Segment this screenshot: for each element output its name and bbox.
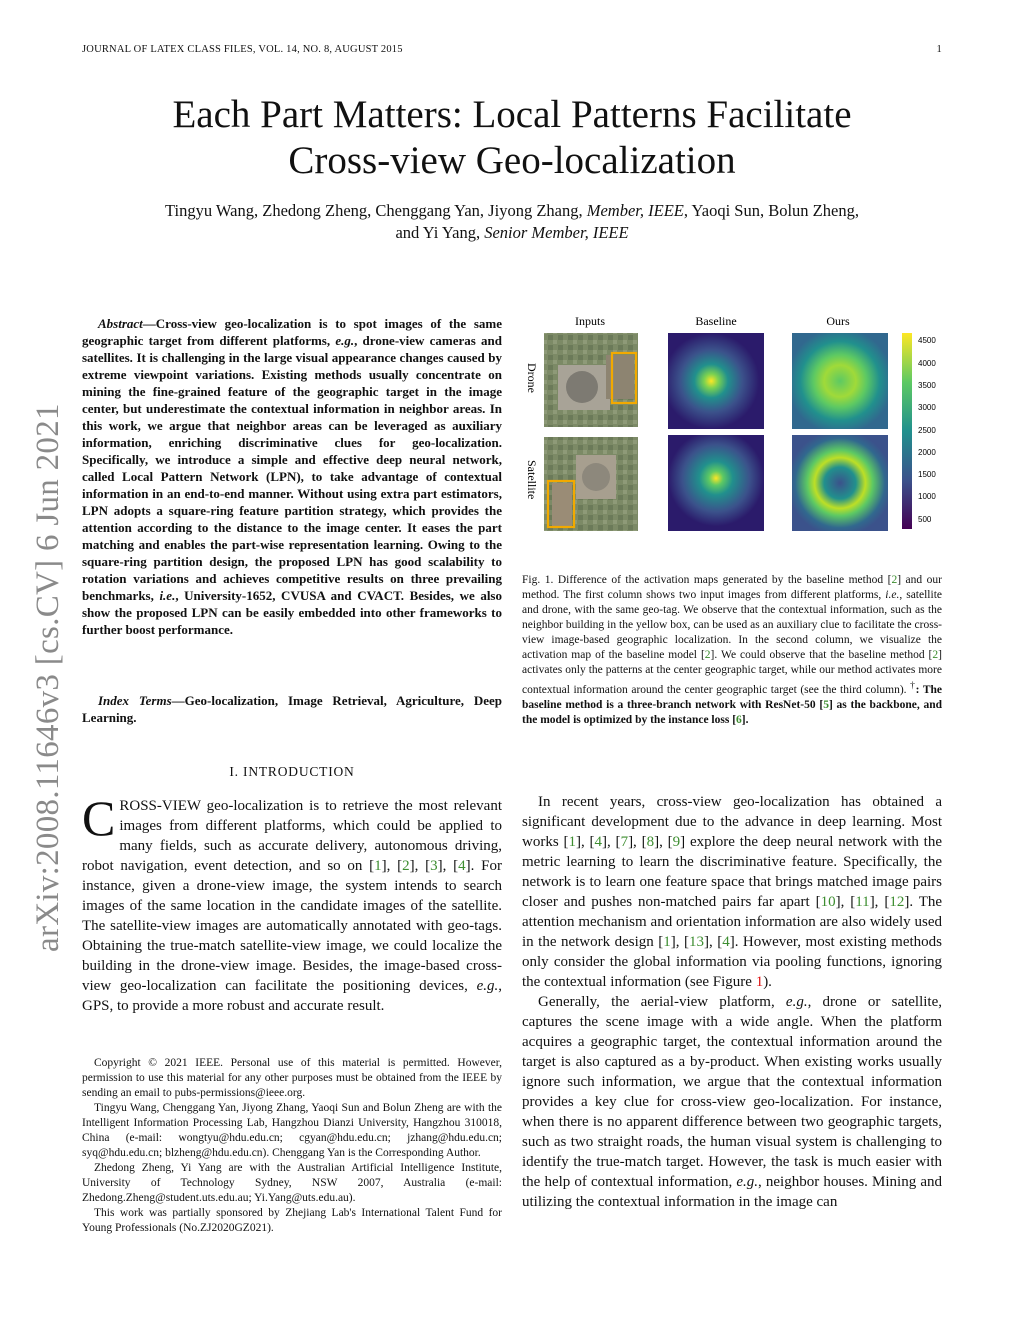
citation-link[interactable]: 1 — [374, 858, 382, 874]
author-list — [90, 200, 934, 244]
figure-row-satellite: Satellite — [525, 460, 539, 500]
figure-row-drone: Drone — [525, 363, 539, 393]
body-text: ] explore the deep neural network with the metric learning to learn the discriminative feature. Specifically, the network is to learn one feature space that brings matched image pairs closer and pushes non-matched pairs far apart [ — [522, 834, 942, 910]
citation-link[interactable]: 1 — [663, 934, 671, 950]
baseline-satellite-heatmap — [668, 435, 764, 531]
citation-link[interactable]: 2 — [704, 649, 711, 661]
abstract-text-2: , drone-view cameras and satellites. It is challenging in the large visual appearance changes caused by extreme viewpoint variations. Existing methods usually concentrate on mining the fine-grained feature of the geographic target in the image center, but underestimate the contextual information in neighbor areas. In this work, we argue that neighbor areas can be leveraged as auxiliary information, enriching discriminative clues for geo-localization. Specifically, we introduce a simple and effective deep neural network, called Local Pattern Network (LPN), to take advantage of contextual information in an end-to-end manner. Without using extra part estimators, LPN adopts a square-ring feature partition strategy, which provides the attention according to the distance to the image center. It eases the part matching and enables the part-wise representation learning. Owing to the square-ring partition design, the proposed LPN has good scalability to rotation variations and achieves competitive results on three prevailing benchmarks, — [82, 333, 502, 603]
caption-text: Fig. 1. Difference of the activation maps generated by the baseline method [ — [522, 574, 892, 586]
caption-bold: ] as the backbone, and the model is optimized by the instance loss [ — [522, 698, 942, 726]
right-column-body — [522, 792, 942, 1212]
body-text: ). — [763, 974, 772, 990]
ours-drone-heatmap — [792, 333, 888, 429]
paper-title — [60, 92, 964, 184]
citation-link[interactable]: 7 — [620, 834, 629, 850]
intro-sep: ], [ — [409, 858, 431, 874]
citation-link[interactable]: 1 — [568, 834, 576, 850]
intro-eg: e.g. — [476, 978, 499, 994]
title-line-2: Cross-view Geo-localization — [288, 139, 736, 182]
caption-ie: i.e. — [885, 589, 900, 601]
abstract-eg: e.g. — [335, 333, 355, 348]
citation-link[interactable]: 4 — [722, 934, 730, 950]
abstract — [82, 315, 502, 638]
section-heading: I. INTRODUCTION — [229, 764, 355, 779]
body-eg: e.g. — [736, 1174, 758, 1190]
ours-satellite-heatmap — [792, 435, 888, 531]
intro-text-3: , GPS, to provide a more robust and accurate result. — [82, 978, 502, 1014]
body-sep: ], [ — [575, 834, 595, 850]
authors-part-3: and Yi Yang, — [395, 223, 481, 242]
abstract-label: Abstract — [98, 316, 143, 331]
citation-link[interactable]: 2 — [932, 649, 939, 661]
citation-link[interactable]: 3 — [430, 858, 438, 874]
body-sep: ], [ — [628, 834, 647, 850]
abstract-text-1: —Cross-view geo-localization is to spot images of the same geographic target from different platforms, — [82, 316, 502, 348]
journal-header: JOURNAL OF LATEX CLASS FILES, VOL. 14, NO. 8, AUGUST 2015 — [82, 44, 403, 55]
figure-1 — [518, 305, 958, 550]
body-sep: ], [ — [835, 894, 856, 910]
introduction-paragraph — [82, 790, 503, 1016]
citation-link[interactable]: 8 — [646, 834, 655, 850]
intro-text-2: ]. For instance, given a drone-view image, the system intends to search images of the same location in the candidate images of the satellite. The satellite-view images are automatically annotated with geo-tags. Obtaining the true-match satellite-view image, we could localize the building in the drone-view image. Besides, the image-based cross-view geo-localization can facilitate the positioning devices, — [82, 858, 503, 994]
author-role-1: Member, IEEE — [586, 201, 684, 220]
intro-sep: ], [ — [381, 858, 403, 874]
citation-link[interactable]: 11 — [855, 894, 870, 910]
arxiv-stamp: arXiv:2008.11646v3 [cs.CV] 6 Jun 2021 — [30, 403, 66, 952]
drone-input-image — [544, 333, 638, 427]
body-text: ]. However, most existing methods only consider the global information via pooling functions, ignoring the contextual information (see Figure — [522, 934, 942, 990]
citation-link[interactable]: 4 — [594, 834, 603, 850]
baseline-drone-heatmap — [668, 333, 764, 429]
figure-caption — [522, 573, 942, 728]
body-sep: ], [ — [602, 834, 621, 850]
citation-link[interactable]: 2 — [402, 858, 410, 874]
abstract-text-3: , University-1652, CVUSA and CVACT. Besides, we also show the proposed LPN can be easily embedded into other frameworks to further boost performance. — [82, 588, 502, 637]
body-eg: e.g. — [785, 994, 808, 1010]
satellite-input-image — [544, 437, 638, 531]
citation-link[interactable]: 10 — [820, 894, 836, 910]
colorbar — [902, 333, 912, 529]
citation-link[interactable]: 5 — [823, 698, 829, 711]
body-text: , drone or satellite, captures the scene image with a wide angle. When the platform acquires a geographic target, the contextual information around the target is also captured as a by-product. When existing works usually ignore such information, we argue that the contextual information provides a key clue for cross-view geo-localization. For instance, when there is no apparent difference between two geographic targets, such as two straight roads, the human visual system is challenging to identify the true-match target. However, the task is much easier with the help of contextual information, — [522, 994, 943, 1190]
colorbar-tick: 2500 — [918, 426, 936, 435]
intro-text-1: ROSS-VIEW geo-localization is to retrieve the most relevant images from different platforms, which could be applied to many fields, such as accurate delivery, autonomous driving, robot navigation, event detection, and so on [ — [82, 798, 502, 874]
colorbar-tick: 2000 — [918, 448, 936, 457]
body-sep: ], [ — [670, 934, 689, 950]
page-number: 1 — [936, 44, 942, 55]
author-role-2: Senior Member, IEEE — [484, 223, 629, 242]
affiliation-note-2: Zhedong Zheng, Yi Yang are with the Australian Artificial Intelligence Institute, University of Technology Sydney, NSW 2007, Australia (e-mail: Zhedong.Zheng@student.uts.edu.au; Yi.Yang@uts.edu.au). — [82, 1162, 502, 1204]
figure-link[interactable]: 1 — [755, 974, 764, 990]
colorbar-ticks — [918, 336, 936, 524]
body-text: In recent years, cross-view geo-localization has obtained a significant development due to the advance in deep learning. Most works [ — [522, 794, 942, 850]
colorbar-tick: 3000 — [918, 403, 936, 412]
colorbar-tick: 3500 — [918, 381, 936, 390]
body-sep: ], [ — [654, 834, 673, 850]
colorbar-tick: 4500 — [918, 336, 936, 345]
paragraph-recent-years — [522, 792, 942, 992]
footnotes — [82, 1056, 502, 1236]
figure-col-baseline: Baseline — [695, 314, 737, 328]
index-terms-label: Index Terms — [98, 693, 172, 708]
title-line-1: Each Part Matters: Local Patterns Facilitate — [172, 93, 852, 136]
citation-link[interactable]: 2 — [891, 574, 898, 586]
colorbar-tick: 500 — [918, 515, 932, 524]
authors-part-1: Tingyu Wang, Zhedong Zheng, Chenggang Yan, Jiyong Zhang, — [165, 201, 583, 220]
drop-cap: C — [82, 790, 116, 846]
colorbar-tick: 1500 — [918, 470, 936, 479]
index-terms — [82, 692, 502, 726]
caption-text: ] and our method. The first column shows two input images from different platforms, — [522, 574, 942, 601]
dagger-mark: † — [910, 680, 916, 691]
funding-note: This work was partially sponsored by Zhejiang Lab's International Talent Fund for Young Professionals (No.ZJ2020GZ021). — [82, 1207, 502, 1234]
body-text: Generally, the aerial-view platform, — [538, 994, 786, 1010]
colorbar-tick: 4000 — [918, 359, 936, 368]
citation-link[interactable]: 12 — [889, 894, 905, 910]
citation-link[interactable]: 4 — [458, 858, 466, 874]
colorbar-tick: 1000 — [918, 492, 936, 501]
intro-sep: ], [ — [437, 858, 459, 874]
abstract-ie: i.e. — [159, 588, 176, 603]
copyright-note: Copyright © 2021 IEEE. Personal use of this material is permitted. However, permission to use this material for any other purposes must be obtained from the IEEE by sending an email to pubs-permissions@ieee.org. — [82, 1057, 502, 1099]
citation-link[interactable]: 13 — [688, 934, 704, 950]
citation-link[interactable]: 9 — [672, 834, 681, 850]
citation-link[interactable]: 6 — [736, 713, 742, 726]
caption-text: ] activates only the patterns at the center geographic target, while our method activates more contextual information around the center geographic target (see the third column). — [522, 649, 942, 696]
index-terms-text: —Geo-localization, Image Retrieval, Agriculture, Deep Learning. — [82, 693, 502, 725]
paragraph-aerial-view — [522, 992, 942, 1212]
caption-text: ]. We could observe that the baseline method [ — [710, 649, 933, 661]
body-text: ]. The attention mechanism and orientation information are also widely used in the network design [ — [522, 894, 943, 950]
body-sep: ], [ — [703, 934, 723, 950]
caption-bold: ]. — [741, 713, 749, 726]
running-header — [82, 44, 942, 55]
caption-text: , satellite and drone, with the same geo-tag. We observe that the contextual information, such as the neighbor building in the yellow box, can be used as an auxiliary clue to facilitate the cross-view image-based geographic localization. In the second column, we visualize the activation map of the baseline model [ — [522, 589, 942, 661]
body-sep: ], [ — [869, 894, 890, 910]
figure-col-inputs: Inputs — [575, 314, 605, 328]
caption-bold: : The baseline method is a three-branch network with ResNet-50 [ — [522, 683, 942, 711]
authors-part-2: , Yaoqi Sun, Bolun Zheng, — [683, 201, 859, 220]
body-text: , neighbor houses. Mining and utilizing the contextual information in the image can — [522, 1174, 942, 1210]
affiliation-note-1: Tingyu Wang, Chenggang Yan, Jiyong Zhang, Yaoqi Sun and Bolun Zheng are with the Intelligent Information Processing Lab, Hangzhou Dianzi University, Hangzhou 310018, China (e-mail: wongtyu@hdu.edu.cn; cgyan@hdu.edu.cn; jzhang@hdu.edu.cn; syq@hdu.edu.cn; blzheng@hdu.edu.cn). Chenggang Yan is the Corresponding Author. — [82, 1102, 502, 1159]
figure-col-ours: Ours — [826, 314, 850, 328]
